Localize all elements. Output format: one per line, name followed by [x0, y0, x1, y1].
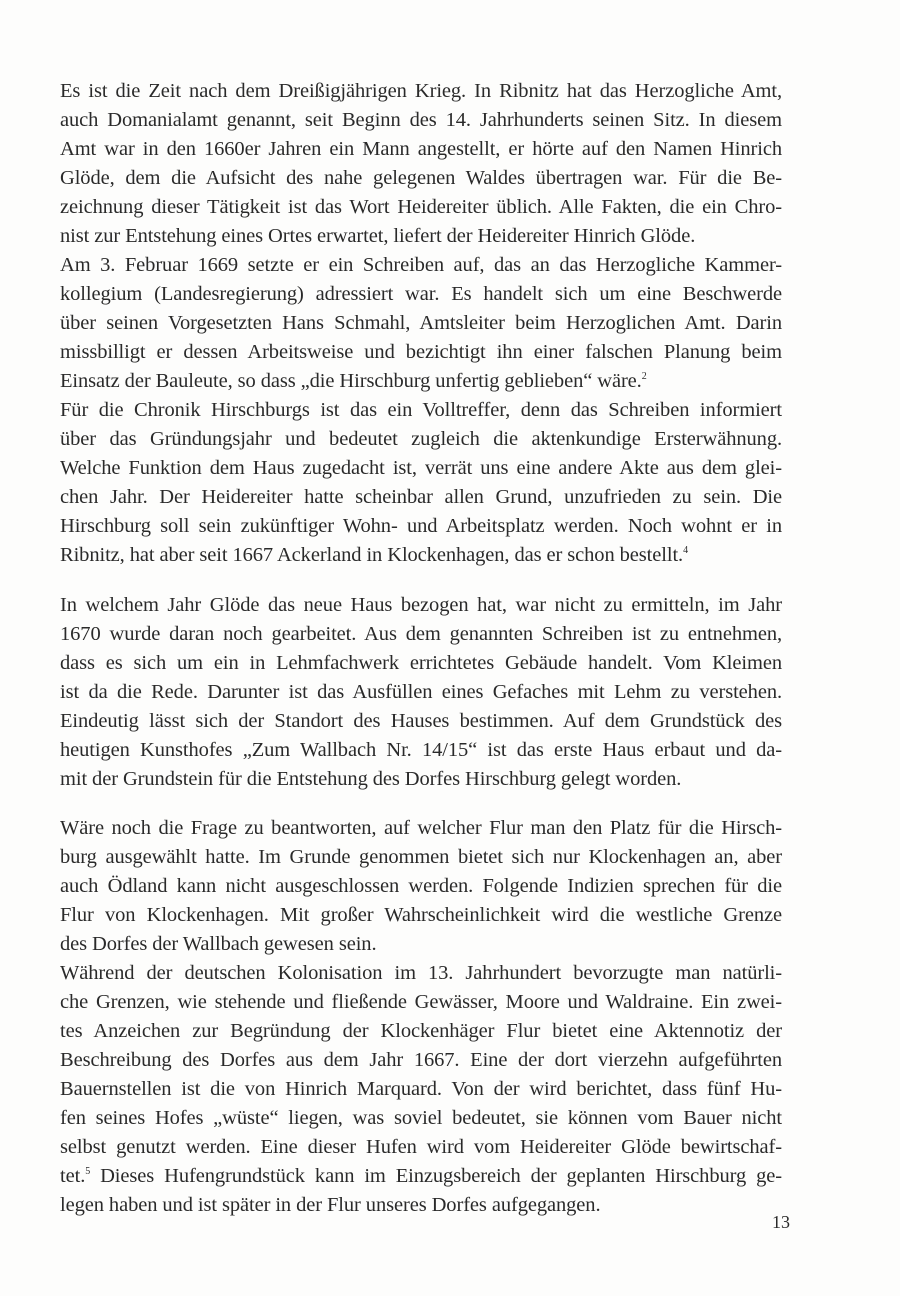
text-line: des Dorfes der Wallbach gewesen sein.	[60, 933, 377, 955]
text-line: Hirschburg soll sein zukünftiger Wohn- und Arbeitsplatz werden. Noch wohnt er in	[60, 515, 782, 537]
text-line: Amt war in den 1660er Jahren ein Mann angestellt, er hörte auf den Namen Hinrich	[60, 138, 782, 160]
text-line: Am 3. Februar 1669 setzte er ein Schreiben auf, das an das Herzogliche Kammer-	[60, 254, 782, 276]
text-line: missbilligt er dessen Arbeitsweise und bezichtigt ihn einer falschen Planung beim	[60, 341, 782, 363]
text-line: nist zur Entstehung eines Ortes erwartet, liefert der Heidereiter Hinrich Glöde.	[60, 225, 696, 247]
text-line: über seinen Vorgesetzten Hans Schmahl, Amtsleiter beim Herzoglichen Amt. Darin	[60, 312, 782, 334]
page-number: 13	[772, 1212, 790, 1232]
text-line: fen seines Hofes „wüste“ liegen, was soviel bedeutet, sie können vom Bauer nicht	[60, 1107, 782, 1129]
text-line	[60, 368, 782, 394]
text-run: Ribnitz, hat aber seit 1667 Ackerland in Klockenhagen, das er schon bestellt.	[60, 544, 684, 566]
text-line: In welchem Jahr Glöde das neue Haus bezogen hat, war nicht zu ermitteln, im Jahr	[60, 594, 782, 616]
text-line: mit der Grundstein für die Entstehung des Dorfes Hirschburg gelegt worden.	[60, 768, 682, 790]
text-line: tes Anzeichen zur Begründung der Klockenhäger Flur bietet eine Aktennotiz der	[60, 1020, 782, 1042]
text-line: Bauernstellen ist die von Hinrich Marquard. Von der wird berichtet, dass fünf Hu-	[60, 1078, 782, 1100]
text-line: legen haben und ist später in der Flur unseres Dorfes aufgegangen.	[60, 1194, 601, 1216]
text-line: kollegium (Landesregierung) adressiert war. Es handelt sich um eine Beschwerde	[60, 283, 782, 305]
footnote-marker: 5	[85, 1166, 91, 1177]
text-line: auch Domanialamt genannt, seit Beginn des 14. Jahrhunderts seinen Sitz. In diesem	[60, 109, 782, 131]
text-line: Flur von Klockenhagen. Mit großer Wahrscheinlichkeit wird die westliche Grenze	[60, 904, 782, 926]
text-line	[60, 1163, 782, 1189]
text-line: Eindeutig lässt sich der Standort des Hauses bestimmen. Auf dem Grundstück des	[60, 710, 782, 732]
text-run: Dieses Hufengrundstück kann im Einzugsbereich der geplanten Hirschburg ge-	[90, 1165, 782, 1187]
text-line: 1670 wurde daran noch gearbeitet. Aus dem genannten Schreiben ist zu entnehmen,	[60, 623, 782, 645]
text-line: chen Jahr. Der Heidereiter hatte scheinbar allen Grund, unzufrieden zu sein. Die	[60, 486, 782, 508]
text-line: Während der deutschen Kolonisation im 13. Jahrhundert bevorzugte man natürli-	[60, 962, 782, 984]
text-line: Welche Funktion dem Haus zugedacht ist, verrät uns eine andere Akte aus dem glei-	[60, 457, 782, 479]
text-line	[60, 542, 782, 568]
text-line: che Grenzen, wie stehende und fließende Gewässer, Moore und Waldraine. Ein zwei-	[60, 991, 782, 1013]
text-line: burg ausgewählt hatte. Im Grunde genommen bietet sich nur Klockenhagen an, aber	[60, 846, 782, 868]
footnote-marker: 2	[641, 371, 647, 382]
text-line: selbst genutzt werden. Eine dieser Hufen wird vom Heidereiter Glöde bewirtschaf-	[60, 1136, 782, 1158]
text-line: Für die Chronik Hirschburgs ist das ein Volltreffer, denn das Schreiben informiert	[60, 399, 782, 421]
text-line: heutigen Kunsthofes „Zum Wallbach Nr. 14/15“ ist das erste Haus erbaut und da-	[60, 739, 782, 761]
footnote-marker: 4	[683, 545, 688, 556]
text-line: Glöde, dem die Aufsicht des nahe gelegenen Waldes übertragen war. Für die Be-	[60, 167, 782, 189]
text-run: tet.	[60, 1165, 86, 1187]
text-line: über das Gründungsjahr und bedeutet zugleich die aktenkundige Ersterwähnung.	[60, 428, 782, 450]
text-line: Wäre noch die Frage zu beantworten, auf welcher Flur man den Platz für die Hirsch-	[60, 817, 782, 839]
text-run: Einsatz der Bauleute, so dass „die Hirschburg unfertig geblieben“ wäre.	[60, 370, 642, 392]
text-line: auch Ödland kann nicht ausgeschlossen werden. Folgende Indizien sprechen für die	[60, 875, 782, 897]
text-line: dass es sich um ein in Lehmfachwerk errichtetes Gebäude handelt. Vom Kleimen	[60, 652, 782, 674]
text-line: Beschreibung des Dorfes aus dem Jahr 1667. Eine der dort vierzehn aufgeführten	[60, 1049, 782, 1071]
text-line: Es ist die Zeit nach dem Dreißigjährigen Krieg. In Ribnitz hat das Herzogliche Amt,	[60, 80, 782, 102]
text-line: ist da die Rede. Darunter ist das Ausfüllen eines Gefaches mit Lehm zu verstehen.	[60, 681, 782, 703]
text-line: zeichnung dieser Tätigkeit ist das Wort Heidereiter üblich. Alle Fakten, die ein Chro-	[60, 196, 782, 218]
